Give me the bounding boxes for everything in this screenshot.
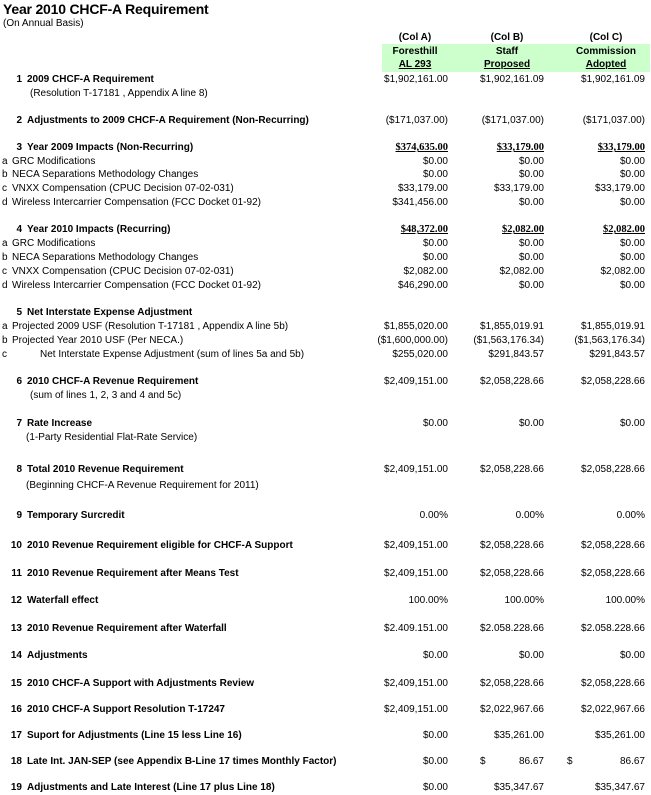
- value-col-c: $1,902,161.09: [581, 74, 645, 85]
- line-label: 2010 CHCF-A Support with Adjustments Review: [27, 678, 255, 689]
- value-col-c: 100.00%: [605, 595, 645, 606]
- sub-letter: a: [2, 156, 8, 167]
- value-col-c: $33,179.00: [594, 183, 645, 194]
- table-row-18: [0, 755, 651, 769]
- line-number: 13: [10, 623, 22, 634]
- total-col-c: $33,179.00: [597, 142, 645, 153]
- table-row-9: [0, 509, 651, 523]
- value-col-c: $35,347.67: [594, 782, 645, 793]
- sub-letter: d: [2, 197, 8, 208]
- line-number: 11: [11, 568, 22, 579]
- line-label: 2010 CHCF-A Support Resolution T-17247: [27, 704, 225, 715]
- currency-symbol-col-c: $: [567, 756, 573, 767]
- value-col-b: $0.00: [518, 238, 544, 249]
- value-col-a: $0.00: [422, 782, 448, 793]
- value-col-a: $2,409,151.00: [384, 464, 448, 475]
- table-row-1: [0, 73, 651, 87]
- sub-letter: a: [2, 238, 8, 249]
- column-header-b: [462, 31, 552, 72]
- line-label: Adjustments and Late Interest (Line 17 plus Line 18): [27, 782, 275, 793]
- value-col-a: $33,179.00: [397, 183, 448, 194]
- table-row-14: [0, 649, 651, 663]
- value-col-c: $0.00: [619, 252, 645, 263]
- line-number: 19: [10, 782, 22, 793]
- total-col-b: $2,082.00: [502, 224, 544, 235]
- value-col-a: $46,290.00: [397, 280, 448, 291]
- line-label: 2009 CHCF-A Requirement: [27, 74, 154, 85]
- value-col-a: $0.00: [422, 156, 448, 167]
- value-col-a: $0.00: [422, 730, 448, 741]
- sub-letter: a: [2, 321, 8, 332]
- value-col-b: $0.00: [518, 197, 544, 208]
- sub-letter: c: [2, 183, 7, 194]
- column-subname: Proposed: [483, 59, 531, 70]
- value-col-b: $2,082.00: [499, 266, 544, 277]
- value-col-a: $2.409.151.00: [384, 623, 448, 634]
- value-col-c: $0.00: [619, 418, 645, 429]
- sub-row-3c: [0, 182, 651, 196]
- value-col-a: $2,409,151.00: [384, 568, 448, 579]
- value-col-a: $0.00: [422, 650, 448, 661]
- value-col-c: $0.00: [619, 280, 645, 291]
- table-row-15: [0, 677, 651, 691]
- sub-label: VNXX Compensation (CPUC Decision 07-02-031): [12, 266, 234, 277]
- sub-row-5c: [0, 348, 651, 362]
- line-note: (1-Party Residential Flat-Rate Service): [26, 432, 198, 443]
- value-col-a: $1,902,161.00: [384, 74, 448, 85]
- sub-row-4c: [0, 265, 651, 279]
- value-col-a: $0.00: [422, 418, 448, 429]
- line-label: Total 2010 Revenue Requirement: [27, 464, 184, 475]
- column-code: (Col B): [490, 32, 524, 43]
- line-label: Waterfall effect: [27, 595, 99, 606]
- value-col-b: $35,261.00: [493, 730, 544, 741]
- value-col-c: $0.00: [619, 650, 645, 661]
- value-col-b: $0.00: [518, 252, 544, 263]
- table-row-8: [0, 463, 651, 477]
- value-col-c: $0.00: [619, 169, 645, 180]
- value-col-c: $2,058,228.66: [581, 376, 645, 387]
- sub-label: Net Interstate Expense Adjustment (sum of lines 5a and 5b): [40, 349, 305, 360]
- sub-letter: c: [2, 266, 7, 277]
- column-name: Commission: [575, 45, 636, 57]
- value-col-b: $2,058,228.66: [480, 376, 544, 387]
- column-code: (Col C): [589, 32, 623, 43]
- line-label: Net Interstate Expense Adjustment: [27, 307, 193, 318]
- table-row-7-note: [0, 431, 651, 445]
- table-row-19: [0, 781, 651, 795]
- sub-label: Projected 2009 USF (Resolution T-17181 , Appendix A line 5b): [12, 321, 289, 332]
- line-number: 17: [10, 730, 22, 741]
- value-col-b: ($1,563,176.34): [473, 335, 544, 346]
- value-col-a: $255,020.00: [392, 349, 448, 360]
- value-col-a: $0.00: [422, 252, 448, 263]
- sub-row-3d: [0, 196, 651, 210]
- value-col-c: $2,058,228.66: [581, 464, 645, 475]
- line-label: 2010 Revenue Requirement eligible for CHCF-A Support: [27, 540, 293, 551]
- table-row-10: [0, 539, 651, 553]
- line-label: 2010 Revenue Requirement after Means Test: [27, 568, 239, 579]
- sub-letter: b: [2, 252, 8, 263]
- value-col-c: 0.00%: [616, 510, 645, 521]
- table-row-1-note: [0, 87, 651, 101]
- line-number: 16: [10, 704, 22, 715]
- sub-row-5a: [0, 320, 651, 334]
- line-number: 18: [10, 756, 22, 767]
- value-col-b: $2,058,228.66: [480, 540, 544, 551]
- sub-label: NECA Separations Methodology Changes: [12, 252, 199, 263]
- table-row-16: [0, 703, 651, 717]
- table-row-2: [0, 114, 651, 128]
- value-col-c: $0.00: [619, 156, 645, 167]
- sub-label: NECA Separations Methodology Changes: [12, 169, 199, 180]
- value-col-c: $1,855,019.91: [581, 321, 645, 332]
- value-col-a: $2,409,151.00: [384, 704, 448, 715]
- sub-label: Projected Year 2010 USF (Per NECA.): [12, 335, 184, 346]
- column-header-c: [561, 31, 651, 72]
- sub-row-4d: [0, 279, 651, 293]
- value-col-a: $2,409,151.00: [384, 540, 448, 551]
- column-name: Foresthill: [392, 45, 438, 57]
- line-number: 15: [10, 678, 22, 689]
- sub-letter: d: [2, 280, 8, 291]
- value-col-b: $0.00: [518, 418, 544, 429]
- table-row-7: [0, 417, 651, 431]
- line-number: 8: [16, 464, 22, 475]
- total-col-a: $374,635.00: [395, 142, 448, 153]
- sub-row-5b: [0, 334, 651, 348]
- line-label: Year 2009 Impacts (Non-Recurring): [27, 142, 194, 153]
- value-col-c: $2,022,967.66: [581, 704, 645, 715]
- value-col-b: $33,179.00: [493, 183, 544, 194]
- sub-row-3a: [0, 155, 651, 169]
- total-col-c: $2,082.00: [603, 224, 645, 235]
- value-col-c: $35,261.00: [594, 730, 645, 741]
- value-col-c: $2,058,228.66: [581, 678, 645, 689]
- sub-letter: b: [2, 169, 8, 180]
- value-col-b: $0.00: [518, 650, 544, 661]
- value-col-a: $2,409,151.00: [384, 376, 448, 387]
- total-col-a: $48,372.00: [400, 224, 448, 235]
- value-col-b: $291,843.57: [488, 349, 544, 360]
- value-col-b: $0.00: [518, 156, 544, 167]
- value-col-a: $341,456.00: [392, 197, 448, 208]
- line-label: Temporary Surcredit: [27, 510, 125, 521]
- value-col-b: 86.67: [518, 756, 544, 767]
- sub-row-3b: [0, 168, 651, 182]
- value-col-a: $0.00: [422, 169, 448, 180]
- value-col-a: $0.00: [422, 238, 448, 249]
- sub-letter: b: [2, 335, 8, 346]
- sub-row-4a: [0, 237, 651, 251]
- line-label: 2010 CHCF-A Revenue Requirement: [27, 376, 199, 387]
- line-number: 5: [16, 307, 22, 318]
- value-col-c: 86.67: [619, 756, 645, 767]
- page-title: Year 2010 CHCF-A Requirement: [3, 1, 209, 17]
- value-col-b: $2,058,228.66: [480, 464, 544, 475]
- sub-row-4b: [0, 251, 651, 265]
- line-number: 10: [10, 540, 22, 551]
- value-col-b: $1,855,019.91: [480, 321, 544, 332]
- table-row-6-note: [0, 389, 651, 403]
- value-col-a: $0.00: [422, 756, 448, 767]
- table-row-5: [0, 306, 651, 320]
- column-subname: Adopted: [585, 59, 627, 70]
- line-label: Rate Increase: [27, 418, 93, 429]
- value-col-c: $291,843.57: [589, 349, 645, 360]
- sub-letter: c: [2, 349, 7, 360]
- value-col-b: $2,058,228.66: [480, 678, 544, 689]
- line-label: 2010 Revenue Requirement after Waterfall: [27, 623, 227, 634]
- value-col-c: $2.058.228.66: [581, 623, 645, 634]
- table-row-6: [0, 375, 651, 389]
- table-row-4: [0, 223, 651, 237]
- value-col-b: $35,347.67: [493, 782, 544, 793]
- value-col-c: ($171,037.00): [582, 115, 645, 126]
- value-col-c: ($1,563,176.34): [574, 335, 645, 346]
- line-label: Late Int. JAN-SEP (see Appendix B-Line 17 times Monthly Factor): [27, 756, 337, 767]
- value-col-b: $2.058.228.66: [480, 623, 544, 634]
- line-label: Adjustments to 2009 CHCF-A Requirement (Non-Recurring): [27, 115, 309, 126]
- value-col-c: $0.00: [619, 238, 645, 249]
- table-row-17: [0, 729, 651, 743]
- value-col-b: $0.00: [518, 169, 544, 180]
- page-subtitle: (On Annual Basis): [3, 18, 84, 29]
- value-col-a: ($1,600,000.00): [377, 335, 448, 346]
- value-col-a: 100.00%: [408, 595, 448, 606]
- line-label: Adjustments: [27, 650, 88, 661]
- value-col-b: $0.00: [518, 280, 544, 291]
- value-col-b: ($171,037.00): [481, 115, 544, 126]
- value-col-b: 0.00%: [515, 510, 544, 521]
- line-label: Suport for Adjustments (Line 15 less Line 16): [27, 730, 242, 741]
- sub-label: GRC Modifications: [12, 156, 96, 167]
- sub-label: GRC Modifications: [12, 238, 96, 249]
- column-name: Staff: [495, 45, 519, 57]
- line-number: 6: [16, 376, 22, 387]
- table-row-3: [0, 141, 651, 155]
- table-row-13: [0, 622, 651, 636]
- value-col-c: $2,058,228.66: [581, 568, 645, 579]
- line-number: 9: [16, 510, 22, 521]
- value-col-a: 0.00%: [419, 510, 448, 521]
- value-col-c: $2,058,228.66: [581, 540, 645, 551]
- line-note: (Resolution T-17181 , Appendix A line 8): [30, 88, 208, 99]
- line-note: (sum of lines 1, 2, 3 and 4 and 5c): [30, 390, 182, 401]
- currency-symbol-col-b: $: [480, 756, 486, 767]
- total-col-b: $33,179.00: [496, 142, 544, 153]
- value-col-a: $1,855,020.00: [384, 321, 448, 332]
- value-col-b: 100.00%: [504, 595, 544, 606]
- line-number: 4: [16, 224, 22, 235]
- line-number: 3: [16, 142, 22, 153]
- line-number: 7: [16, 418, 22, 429]
- line-label: Year 2010 Impacts (Recurring): [27, 224, 171, 235]
- value-col-a: $2,082.00: [403, 266, 448, 277]
- sub-label: Wireless Intercarrier Compensation (FCC Docket 01-92): [12, 280, 261, 291]
- table-row-11: [0, 567, 651, 581]
- value-col-c: $0.00: [619, 197, 645, 208]
- line-note: (Beginning CHCF-A Revenue Requirement for 2011): [26, 480, 259, 491]
- column-code: (Col A): [398, 32, 432, 43]
- line-number: 1: [16, 74, 22, 85]
- column-header-a: [370, 31, 460, 72]
- line-number: 12: [10, 595, 22, 606]
- value-col-b: $2,058,228.66: [480, 568, 544, 579]
- column-subname: AL 293: [398, 59, 432, 70]
- value-col-b: $1,902,161.09: [480, 74, 544, 85]
- value-col-a: $2,409,151.00: [384, 678, 448, 689]
- value-col-b: $2,022,967.66: [480, 704, 544, 715]
- sub-label: VNXX Compensation (CPUC Decision 07-02-031): [12, 183, 234, 194]
- value-col-a: ($171,037.00): [385, 115, 448, 126]
- table-row-8-note: [0, 479, 651, 493]
- line-number: 14: [10, 650, 22, 661]
- table-row-12: [0, 594, 651, 608]
- value-col-c: $2,082.00: [600, 266, 645, 277]
- line-number: 2: [16, 115, 22, 126]
- sub-label: Wireless Intercarrier Compensation (FCC Docket 01-92): [12, 197, 261, 208]
